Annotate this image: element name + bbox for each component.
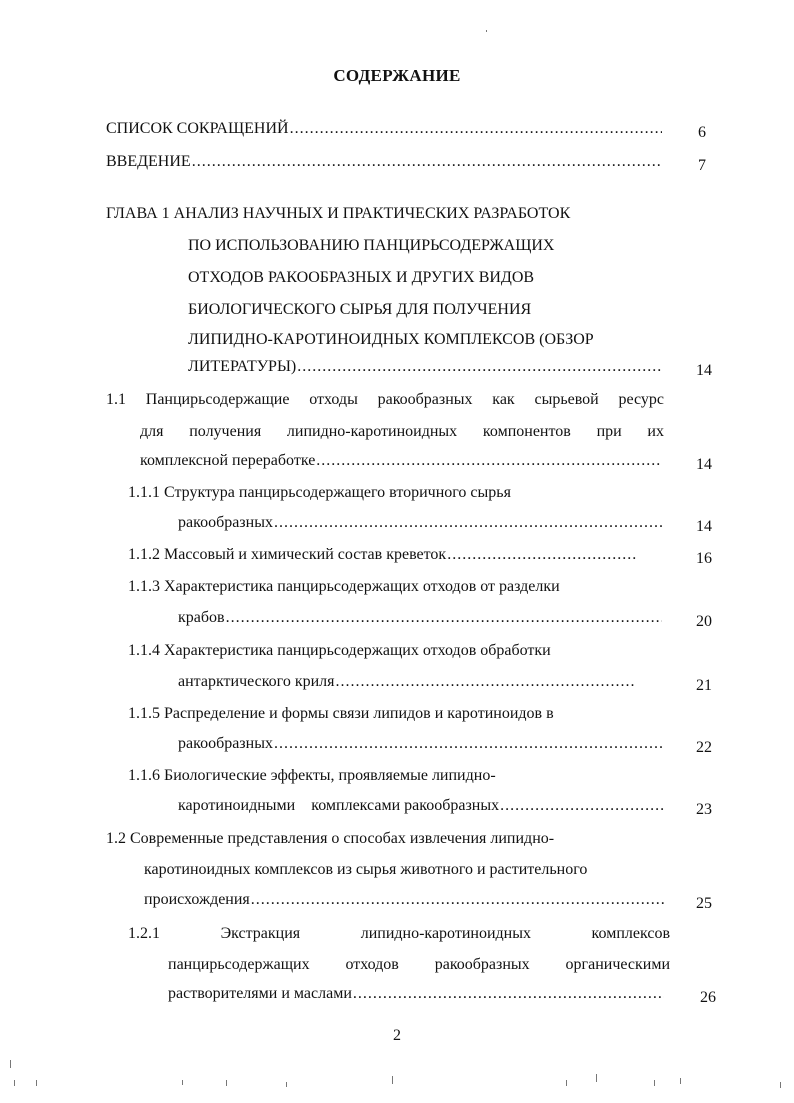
toc-section-line: 1.2 Современные представления о способах извлечения липидно- [106, 830, 555, 847]
toc-leader-dots [353, 985, 664, 1003]
toc-chapter-line: ГЛАВА 1 АНАЛИЗ НАУЧНЫХ И ПРАКТИЧЕСКИХ РАЗРАБОТОК [106, 205, 571, 222]
toc-leader-dots [290, 120, 662, 138]
toc-subsection-last-line [178, 797, 664, 815]
toc-subsection-last-line [178, 609, 662, 627]
toc-subsection-last-line [178, 735, 662, 753]
scan-speck [226, 1080, 227, 1086]
toc-subsection-line: панцирьсодержащих отходов ракообразных органическими [168, 956, 670, 973]
toc-leader-dots [274, 514, 662, 532]
toc-subsection-last-line [128, 546, 638, 564]
toc-subsection-last-line [168, 985, 664, 1003]
toc-page-number: 7 [698, 157, 706, 174]
toc-page-number: 25 [696, 895, 712, 912]
toc-entry-text: ракообразных [178, 735, 273, 752]
toc-page-number: 16 [696, 550, 712, 567]
toc-entry-text: комплексной переработке [140, 452, 316, 469]
toc-page-number: 14 [696, 518, 712, 535]
toc-section-last-line [144, 891, 666, 909]
toc-leader-dots [192, 153, 662, 171]
toc-entry-introduction [106, 153, 662, 171]
toc-section-line: каротиноидных комплексов из сырья животного и растительного [144, 861, 588, 878]
toc-leader-dots [251, 891, 666, 909]
toc-leader-dots [274, 735, 662, 753]
toc-leader-dots [336, 673, 636, 691]
scan-speck [36, 1080, 37, 1086]
toc-chapter-line: БИОЛОГИЧЕСКОГО СЫРЬЯ ДЛЯ ПОЛУЧЕНИЯ [188, 301, 532, 318]
toc-entry-text: 1.1.2 Массовый и химический состав креветок [128, 546, 447, 563]
toc-subsection-line: 1.2.1 Экстракция липидно-каротиноидных комплексов [128, 925, 670, 942]
toc-leader-dots [226, 609, 662, 627]
scan-speck [392, 1076, 393, 1084]
page-title: СОДЕРЖАНИЕ [333, 66, 461, 85]
scan-speck [680, 1078, 681, 1084]
toc-entry-text: происхождения [144, 891, 250, 908]
toc-entry-text: растворителями и маслами [168, 985, 352, 1002]
toc-chapter-line: ПО ИСПОЛЬЗОВАНИЮ ПАНЦИРЬСОДЕРЖАЩИХ [188, 237, 555, 254]
toc-subsection-line: 1.1.4 Характеристика панцирьсодержащих отходов обработки [128, 642, 551, 659]
scan-speck [566, 1080, 567, 1086]
toc-page-number: 14 [696, 362, 712, 379]
scan-speck [14, 1080, 15, 1086]
toc-entry-text: ВВЕДЕНИЕ [106, 153, 191, 170]
toc-section-line: для получения липидно-каротиноидных компонентов при их [140, 423, 664, 440]
toc-entry-text: антарктического криля [178, 673, 335, 690]
toc-page-number: 14 [696, 456, 712, 473]
toc-chapter-line: ОТХОДОВ РАКООБРАЗНЫХ И ДРУГИХ ВИДОВ [188, 269, 535, 286]
toc-page-number: 20 [696, 613, 712, 630]
toc-chapter-last-line [188, 358, 662, 376]
toc-page-number: 23 [696, 801, 712, 818]
toc-subsection-line: 1.1.3 Характеристика панцирьсодержащих отходов от разделки [128, 578, 560, 595]
toc-subsection-last-line [178, 673, 636, 691]
scan-speck [780, 1082, 781, 1088]
toc-leader-dots [316, 452, 662, 470]
scan-speck [654, 1080, 655, 1086]
toc-page-number: 26 [700, 989, 716, 1006]
toc-page-number: 22 [696, 739, 712, 756]
toc-page-number: 21 [696, 677, 712, 694]
scan-speck [182, 1080, 183, 1085]
toc-leader-dots [500, 797, 664, 815]
toc-subsection-line: 1.1.5 Распределение и формы связи липидов и каротиноидов в [128, 705, 554, 722]
scan-speck [286, 1082, 287, 1087]
toc-chapter-line: ЛИПИДНО-КАРОТИНОИДНЫХ КОМПЛЕКСОВ (ОБЗОР [188, 331, 594, 348]
toc-entry-text: каротиноидными комплексами ракообразных [178, 797, 500, 814]
toc-leader-dots [447, 546, 638, 564]
scan-speck [10, 1060, 11, 1068]
toc-page-number: 6 [698, 124, 706, 141]
scan-speck [596, 1074, 597, 1082]
toc-entry-text: ЛИТЕРАТУРЫ) [188, 358, 297, 375]
toc-section-last-line [140, 452, 662, 470]
scan-speck [486, 30, 487, 32]
toc-subsection-last-line [178, 514, 662, 532]
toc-subsection-line: 1.1.1 Структура панцирьсодержащего вторичного сырья [128, 484, 511, 501]
toc-entry-text: крабов [178, 609, 225, 626]
toc-entry-text: ракообразных [178, 514, 273, 531]
toc-entry-text: СПИСОК СОКРАЩЕНИЙ [106, 120, 289, 137]
page-number: 2 [393, 1027, 401, 1044]
toc-leader-dots [297, 358, 662, 376]
toc-entry-abbreviations [106, 120, 662, 138]
toc-section-line: 1.1 Панцирьсодержащие отходы ракообразных как сырьевой ресурс [106, 391, 664, 408]
toc-subsection-line: 1.1.6 Биологические эффекты, проявляемые липидно- [128, 767, 496, 784]
